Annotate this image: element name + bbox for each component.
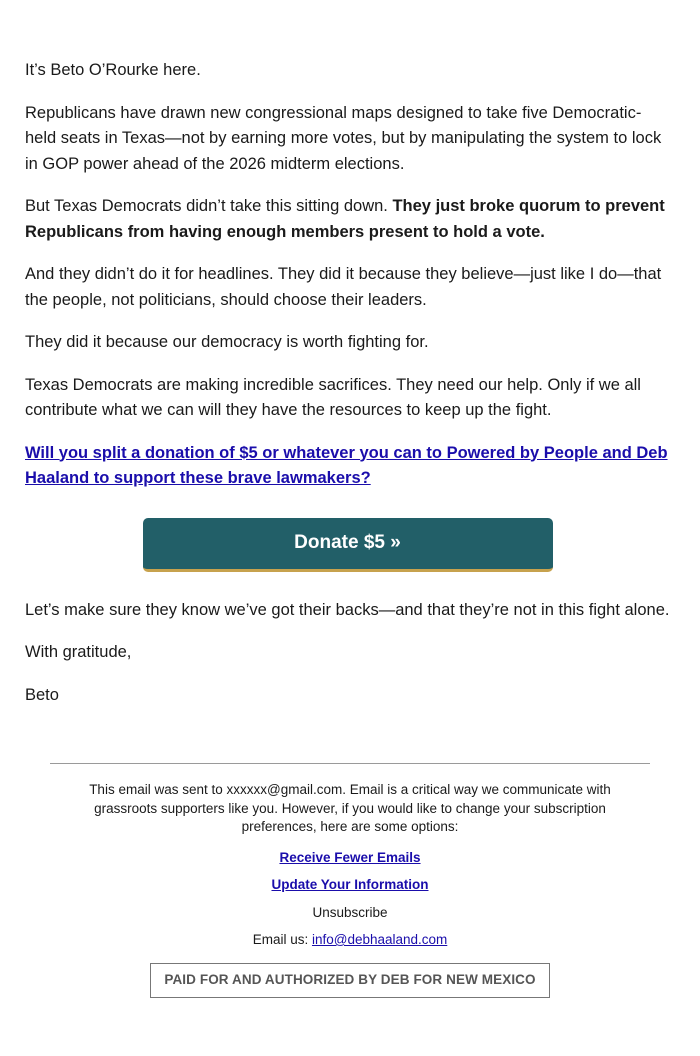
paragraph-backs: Let’s make sure they know we’ve got their backs—and that they’re not in this fight alone.: [25, 600, 670, 619]
footer-intro: This email was sent to xxxxxx@gmail.com. Email is a critical way we communicate with grassroots supporters like you. However, if you would like to change your subscription preferences, here are some options:: [89, 782, 611, 834]
quorum-lead: But Texas Democrats didn’t take this sitting down.: [25, 197, 393, 215]
donation-ask-link[interactable]: Will you split a donation of $5 or whatever you can to Powered by People and Deb Haaland to support these brave lawmakers?: [25, 443, 668, 487]
paragraph-sacrifices: Texas Democrats are making incredible sacrifices. They need our help. Only if we all contribute what we can will they have the resources to keep up the fight.: [25, 375, 641, 419]
unsubscribe-text[interactable]: Unsubscribe: [312, 904, 388, 920]
email-us-line: [50, 931, 650, 950]
receive-fewer-emails-link[interactable]: Receive Fewer Emails: [279, 849, 421, 865]
donate-button-container: [25, 518, 670, 572]
quorum-bold: They just broke quorum to prevent Republicans from having enough members present to hold a vote.: [25, 197, 665, 241]
signature: Beto: [25, 685, 59, 704]
signoff: With gratitude,: [25, 643, 132, 661]
paragraph-democracy: They did it because our democracy is worth fighting for.: [25, 333, 429, 351]
update-information-link[interactable]: Update Your Information: [271, 877, 429, 892]
email-us-label: Email us:: [252, 932, 312, 947]
greeting: It’s Beto O’Rourke here.: [25, 61, 201, 79]
email-body: [25, 58, 670, 725]
paragraph-quorum: [25, 194, 670, 245]
paragraph-maps: Republicans have drawn new congressional maps designed to take five Democratic-held seats in Texas—not by earning more votes, but by manipulating the system to lock in GOP power ahead of the 2026 midterm elections.: [25, 103, 662, 173]
paragraph-headlines: And they didn’t do it for headlines. They did it because they believe—just like I do—that the people, not politicians, should choose their leaders.: [25, 265, 662, 309]
contact-email-link[interactable]: info@debhaaland.com: [311, 932, 448, 947]
paid-for-disclaimer: PAID FOR AND AUTHORIZED BY DEB FOR NEW MEXICO: [150, 963, 550, 998]
email-footer: [50, 763, 650, 998]
donate-button[interactable]: Donate $5 »: [143, 518, 553, 572]
